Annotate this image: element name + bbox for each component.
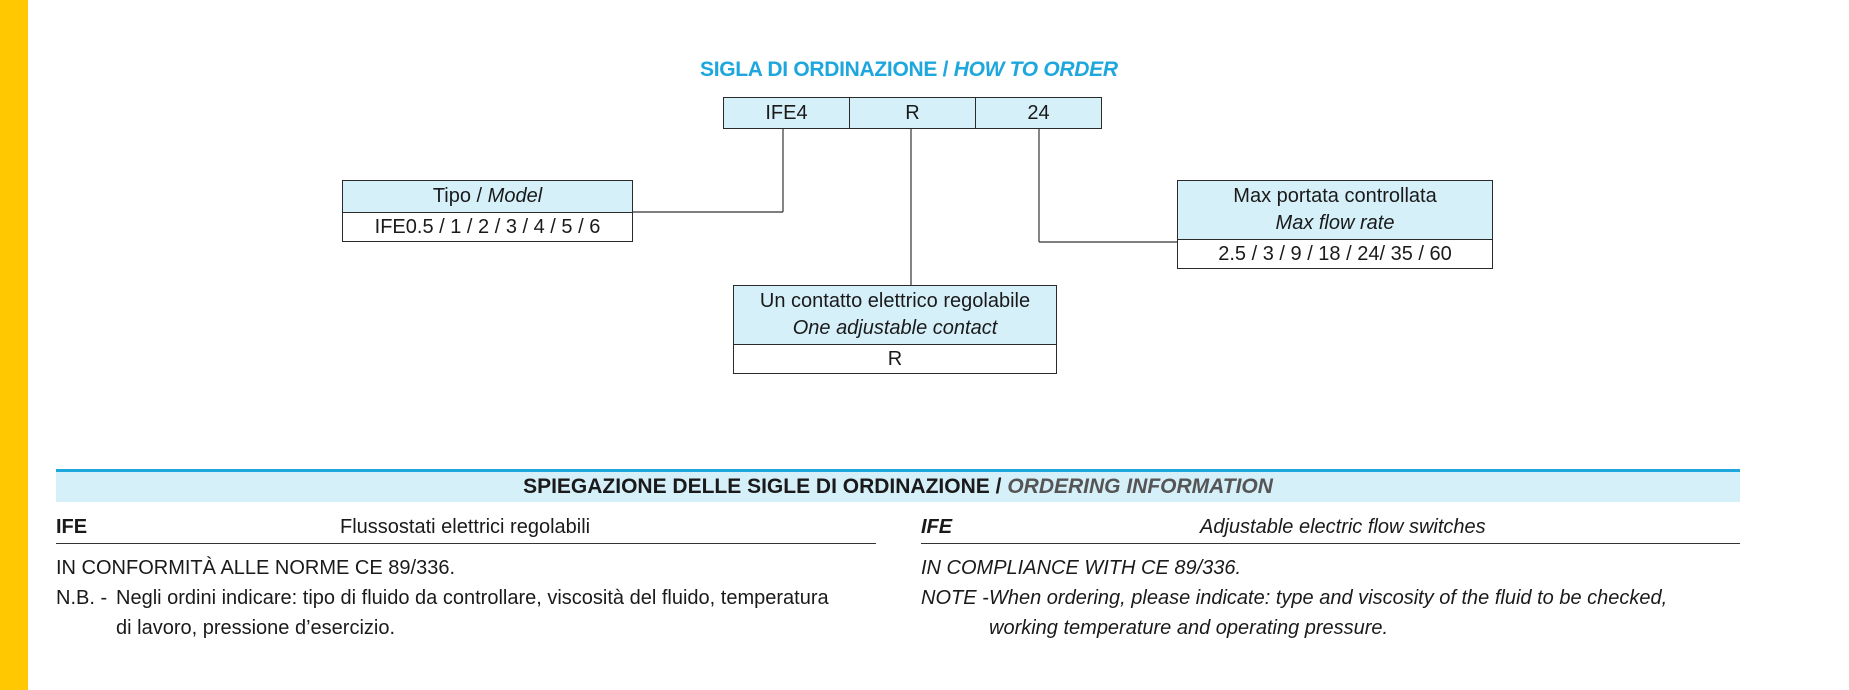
left-note-line2: di lavoro, pressione d’esercizio. bbox=[116, 617, 396, 639]
model-box-header: Tipo / Model bbox=[343, 181, 632, 213]
left-note-label: N.B. - bbox=[56, 587, 108, 609]
right-compliance: IN COMPLIANCE WITH CE 89/336. bbox=[921, 557, 1242, 579]
yellow-side-bar bbox=[0, 0, 28, 690]
left-divider bbox=[56, 543, 876, 544]
right-code: IFE bbox=[921, 516, 953, 538]
order-code-flow: 24 bbox=[975, 97, 1102, 129]
left-code: IFE bbox=[56, 516, 88, 538]
left-desc: Flussostati elettrici regolabili bbox=[340, 516, 591, 538]
ordering-info-header: SPIEGAZIONE DELLE SIGLE DI ORDINAZIONE / ORDERING INFORMATION bbox=[56, 469, 1740, 502]
flow-box bbox=[1177, 180, 1493, 269]
contact-box bbox=[733, 285, 1057, 374]
left-compliance: IN CONFORMITÀ ALLE NORME CE 89/336. bbox=[56, 557, 455, 579]
order-title: SIGLA DI ORDINAZIONE / HOW TO ORDER bbox=[700, 58, 1118, 81]
model-values: IFE0.5 / 1 / 2 / 3 / 4 / 5 / 6 bbox=[374, 216, 601, 238]
right-divider bbox=[921, 543, 1740, 544]
contact-value: R bbox=[887, 348, 903, 370]
right-desc: Adjustable electric flow switches bbox=[1200, 516, 1486, 538]
right-note-line2: working temperature and operating pressure. bbox=[989, 617, 1389, 639]
right-note-line1: When ordering, please indicate: type and viscosity of the fluid to be checked, bbox=[989, 587, 1668, 609]
order-code-contact: R bbox=[849, 97, 976, 129]
left-note-line1: Negli ordini indicare: tipo di fluido da controllare, viscosità del fluido, temperatura bbox=[116, 587, 829, 609]
right-note-label: NOTE - bbox=[921, 587, 989, 609]
flow-box-header: Max portata controllata Max flow rate bbox=[1178, 181, 1492, 240]
contact-box-header: Un contatto elettrico regolabile One adjustable contact bbox=[734, 286, 1056, 345]
flow-values: 2.5 / 3 / 9 / 18 / 24/ 35 / 60 bbox=[1218, 243, 1452, 265]
model-box bbox=[342, 180, 633, 242]
order-code-model: IFE4 bbox=[723, 97, 850, 129]
